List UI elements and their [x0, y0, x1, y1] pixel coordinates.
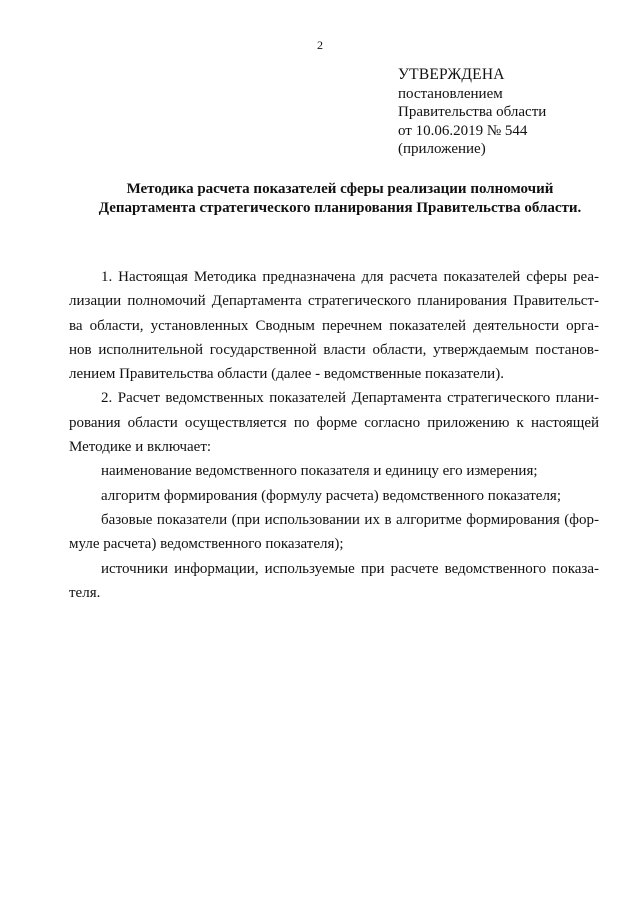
list-item-continuation: муле расчета) ведомственного показателя);	[69, 536, 344, 553]
document-body	[69, 265, 599, 605]
list-item-continuation: теля.	[69, 584, 101, 601]
approval-line: (приложение)	[398, 141, 486, 157]
document-title-line: Методика расчета показателей сферы реализации полномочий	[126, 181, 554, 197]
list-item: базовые показатели (при использовании их в алгоритме формирования (фор-	[101, 511, 599, 528]
paragraph-line: Методике и включает:	[69, 439, 212, 456]
approval-line: от 10.06.2019 № 544	[398, 122, 528, 139]
paragraph-line: 1. Настоящая Методика предназначена для расчета показателей сферы реа-	[101, 269, 599, 285]
paragraph-line: лизации полномочий Департамента стратегического планирования Правительст-	[69, 293, 599, 310]
list-item: наименование ведомственного показателя и единицу его измерения;	[101, 463, 538, 480]
approval-stamp	[398, 66, 546, 159]
list-item: алгоритм формирования (формулу расчета) ведомственного показателя;	[101, 487, 561, 504]
approval-line: Правительства области	[398, 104, 547, 120]
approval-line: постановлением	[398, 85, 503, 102]
page-number: 2	[317, 38, 323, 52]
paragraph-line: ва области, установленных Сводным перечнем показателей деятельности орга-	[69, 317, 599, 334]
paragraph-line: 2. Расчет ведомственных показателей Департамента стратегического плани-	[101, 390, 599, 407]
document-title-line: Департамента стратегического планирования Правительства области.	[98, 200, 582, 216]
list-item: источники информации, используемые при расчете ведомственного показа-	[101, 560, 599, 577]
paragraph-line: лением Правительства области (далее - ведомственные показатели).	[69, 366, 504, 383]
paragraph-line: рования области осуществляется по форме согласно приложению к настоящей	[69, 414, 599, 431]
paragraph-line: нов исполнительной государственной власти области, утверждаемым постанов-	[69, 341, 599, 358]
approval-title: УТВЕРЖДЕНА	[398, 66, 505, 83]
document-title	[60, 180, 620, 218]
